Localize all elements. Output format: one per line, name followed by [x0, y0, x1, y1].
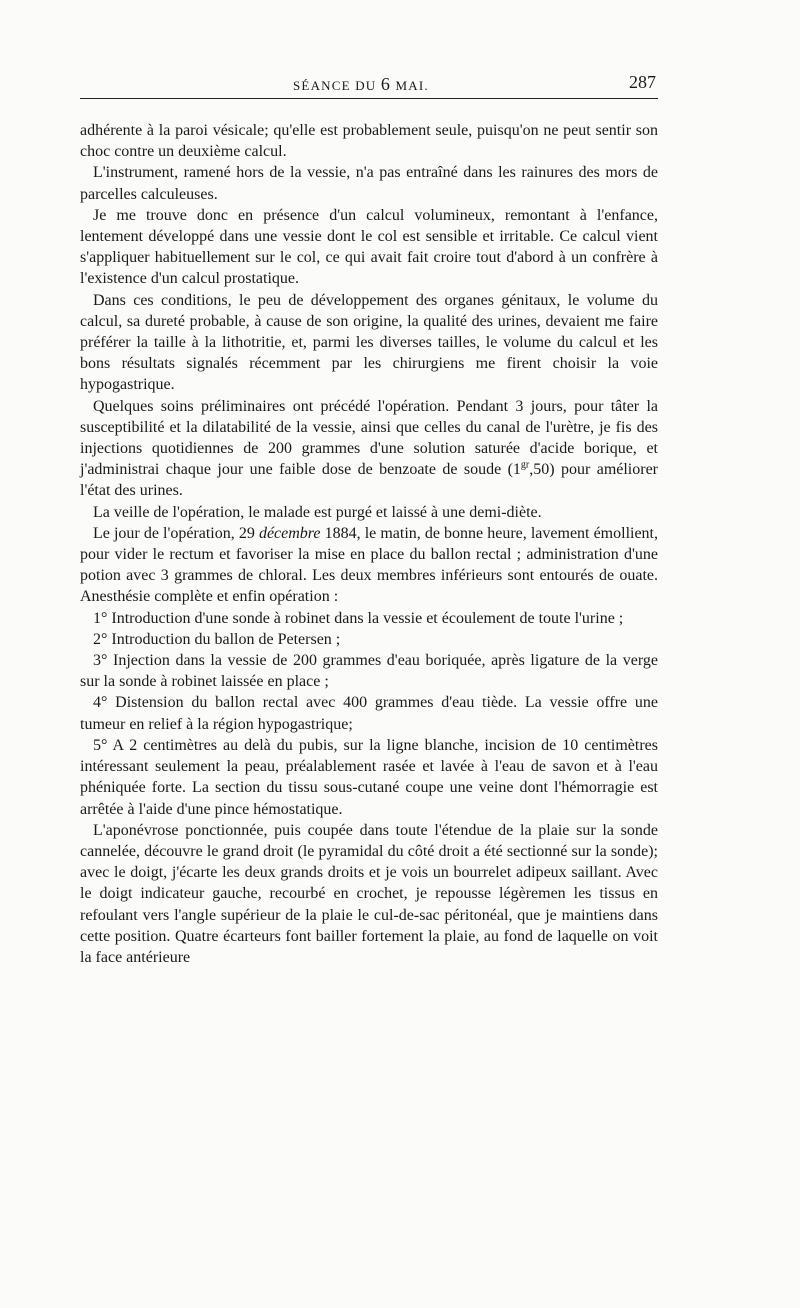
page-number: 287 [629, 72, 656, 92]
list-item: 5° A 2 centimètres au delà du pubis, sur la ligne blanche, incision de 10 centimètres intéressant seulement la peau, préalablement rasée et lavée à l'eau de savon et à l'eau phéniquée forte. La section du tissu sous-cutané coupe une veine dont l'hémorragie est arrêtée à l'aide d'une pince hémostatique. [80, 736, 658, 818]
list-item: 4° Distension du ballon rectal avec 400 grammes d'eau tiède. La vessie offre une tumeur en relief à la région hypogastrique; [80, 694, 658, 733]
running-title: SÉANCE DU 6 MAI. [293, 74, 429, 94]
list-item: 1° Introduction d'une sonde à robinet dans la vessie et écoulement de toute l'urine ; [93, 609, 624, 627]
paragraph: adhérente à la paroi vésicale; qu'elle est probablement seule, puisqu'on ne peut sentir son choc contre un deuxième calcul. [80, 122, 658, 161]
paragraph: Dans ces conditions, le peu de développement des organes génitaux, le volume du calcul, sa dureté probable, à cause de son origine, la qualité des urines, devaient me faire préférer la taille à la lithotritie, et, parmi les diverses tailles, le volume du calcul et les bons résultats signalés récemment par les chirurgiens me firent choisir la voie hypogastrique. [80, 291, 658, 394]
paragraph: La veille de l'opération, le malade est purgé et laissé à une demi-diète. [93, 503, 542, 521]
paragraph: Quelques soins préliminaires ont précédé l'opération. Pendant 3 jours, pour tâter la susceptibilité et la dilatabilité de la vessie, ainsi que celles du canal de l'urètre, je fis des injections quotidiennes de 200 grammes d'une solution saturée d'acide borique, et j'administrai chaque jour une faible dose de benzoate de soude $(1^{gr},50)$ pour améliorer l'état des urines. [80, 397, 659, 500]
list-item: 2° Introduction du ballon de Petersen ; [93, 630, 341, 648]
paragraph: L'aponévrose ponctionnée, puis coupée dans toute l'étendue de la plaie sur la sonde cannelée, découvre le grand droit (le pyramidal du côté droit a été sectionné sur la sonde); avec le doigt, j'écarte les deux grands droits et je vois un bourrelet adipeux saillant. Avec le doigt indicateur gauche, recourbé en crochet, je repousse légèremen les tissus en refoulant vers l'angle supérieur de la plaie le cul-de-sac péritonéal, que je maintiens dans cette position. Quatre écarteurs font bailler fortement la plaie, au fond de laquelle on voit la face antérieure [80, 821, 658, 966]
body-text [80, 120, 658, 968]
page-header [80, 70, 658, 99]
paragraph: Le jour de l'opération, 29 décembre 1884, le matin, de bonne heure, lavement émollient, pour vider le rectum et favoriser la mise en place du ballon rectal ; administration d'une potion avec 3 grammes de chloral. Les deux membres inférieurs sont entourés de ouate. Anesthésie complète et enfin opération : [80, 524, 659, 606]
paragraph: L'instrument, ramené hors de la vessie, n'a pas entraîné dans les rainures des mors de parcelles calculeuses. [80, 164, 658, 203]
list-item: 3° Injection dans la vessie de 200 grammes d'eau boriquée, après ligature de la verge sur la sonde à robinet laissée en place ; [80, 652, 658, 691]
paragraph: Je me trouve donc en présence d'un calcul volumineux, remontant à l'enfance, lentement développé dans une vessie dont le col est sensible et irritable. Ce calcul vient s'appliquer habituellement sur le col, ce qui avait fait croire tout d'abord à un confrère à l'existence d'un calcul prostatique. [80, 206, 658, 288]
page [80, 70, 658, 968]
